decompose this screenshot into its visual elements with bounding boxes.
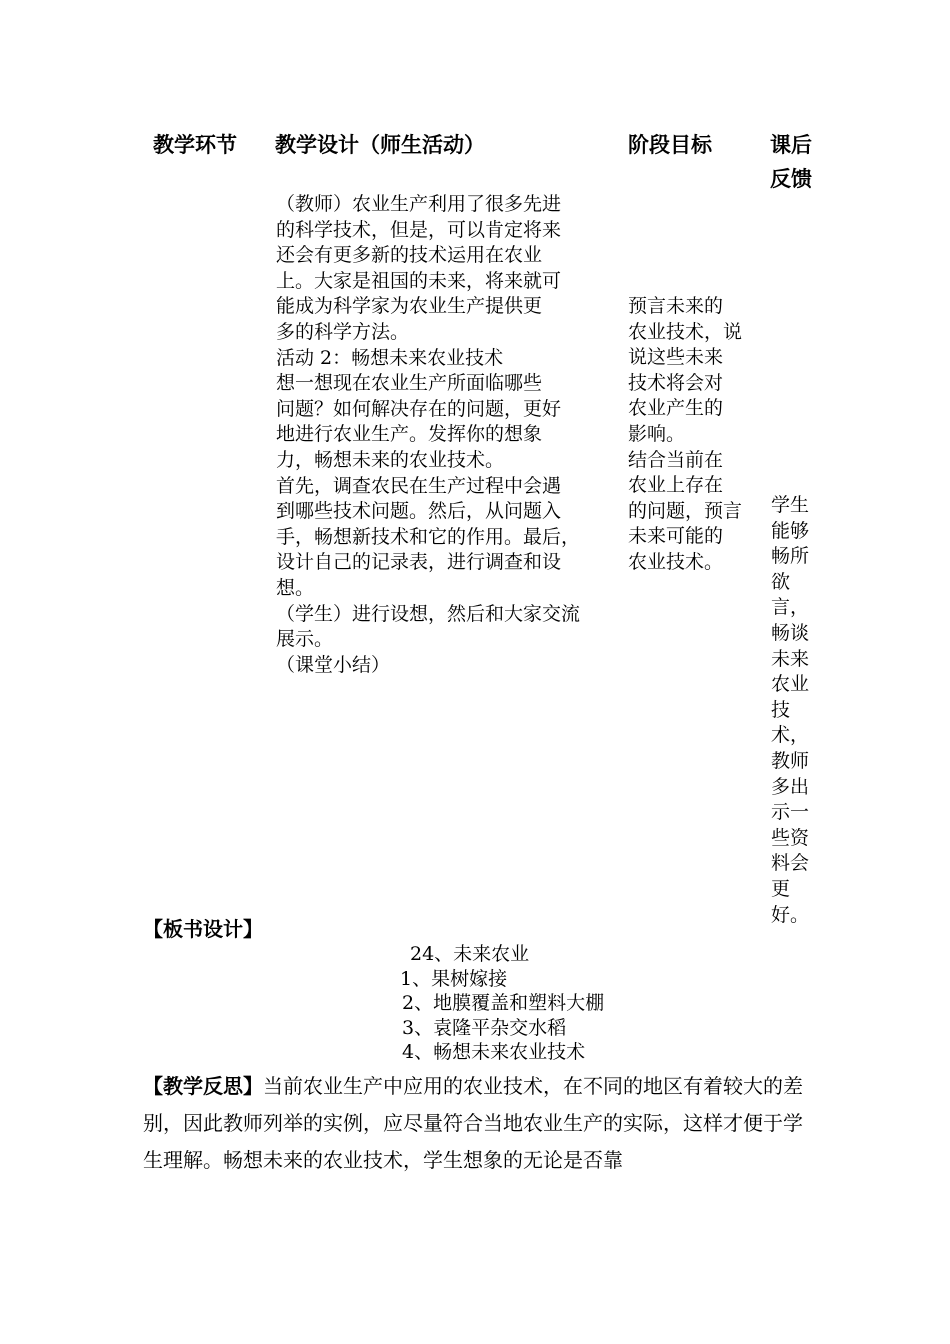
goal-line: 农业产生的 [628,397,724,420]
feedback-line: 欲 [771,570,791,593]
goal-line: 农业上存在 [628,474,724,497]
board-design-outline [400,942,700,1065]
design-line: 首先，调查农民在生产过程中会遇 [276,474,562,497]
design-line: 设计自己的记录表，进行调查和设 [276,551,562,574]
header-teaching-design: 教学设计（师生活动） [275,132,485,157]
design-line: 展示。 [276,628,334,651]
design-line: 的科学技术，但是，可以肯定将来 [276,218,562,241]
reflection-label: 【教学反思】 [143,1074,263,1098]
feedback-line: 言， [771,596,810,619]
feedback-line: 教师 [771,749,810,772]
board-design-heading: 【板书设计】 [143,917,263,941]
design-line: 想。 [276,576,315,599]
design-line: （课堂小结） [276,653,391,676]
feedback-line: 能够 [771,519,810,542]
design-line: 问题？如何解决存在的问题，更好 [276,397,562,420]
header-teaching-stage: 教学环节 [153,132,237,157]
design-line: 手，畅想新技术和它的作用。最后， [276,525,581,548]
goal-line: 未来可能的 [628,525,724,548]
goal-line: 农业技术。 [628,550,724,573]
design-line: （教师）农业生产利用了很多先进 [276,193,562,215]
design-line: 还会有更多新的技术运用在农业 [276,244,543,267]
design-line: 地进行农业生产。发挥你的想象 [276,423,543,446]
header-stage-goal: 阶段目标 [628,132,712,157]
board-line: 24、未来农业 [410,943,530,965]
feedback-line: 畅所 [771,545,810,568]
goal-line: 结合当前在 [628,448,724,471]
feedback-line: 学生 [771,494,810,516]
feedback-line: 未来 [771,647,810,670]
feedback-column [771,493,817,928]
feedback-line: 更 [771,877,791,900]
board-line: 4、畅想未来农业技术 [402,1041,586,1064]
design-line: 上。大家是祖国的未来，将来就可 [276,269,562,292]
feedback-line: 示一 [771,801,810,824]
design-line: （学生）进行设想，然后和大家交流 [276,602,581,625]
teaching-reflection [143,1068,819,1179]
board-line: 1、果树嫁接 [400,967,508,990]
feedback-line: 多出 [771,775,810,798]
feedback-line: 畅谈 [771,621,810,644]
feedback-line: 好。 [771,903,810,926]
reflection-text: 当前农业生产中应用的农业技术，在不同的地区有着较大的差别，因此教师列举的实例，应尽量符合当地农业生产的实际，这样才便于学生理解。畅想未来的农业技术，学生想象的无论是否靠 [143,1074,803,1172]
goal-line: 影响。 [628,422,686,445]
goal-line: 说这些未来 [628,346,724,369]
design-line: 到哪些技术问题。然后，从问题入 [276,500,562,523]
feedback-line: 些资 [771,826,810,849]
design-line: 想一想现在农业生产所面临哪些 [276,372,543,395]
goal-column [628,294,754,576]
board-line: 2、地膜覆盖和塑料大棚 [402,992,605,1015]
feedback-line: 料会 [771,852,810,875]
board-line: 3、袁隆平杂交水稻 [402,1016,567,1039]
header-after-class-feedback: 课后反馈 [770,132,812,191]
goal-line: 技术将会对 [628,371,724,394]
feedback-line: 术， [771,724,810,747]
design-line: 能成为科学家为农业生产提供更 [276,295,543,318]
goal-line: 预言未来的 [628,295,724,317]
design-line: 活动 2：畅想未来农业技术 [276,346,504,369]
goal-line: 的问题，预言 [628,499,743,522]
design-line: 力，畅想未来的农业技术。 [276,448,505,471]
design-line: 多的科学方法。 [276,320,410,343]
feedback-line: 技 [771,698,791,721]
design-column [276,192,612,678]
goal-line: 农业技术，说 [628,320,743,343]
feedback-line: 农业 [771,673,810,696]
